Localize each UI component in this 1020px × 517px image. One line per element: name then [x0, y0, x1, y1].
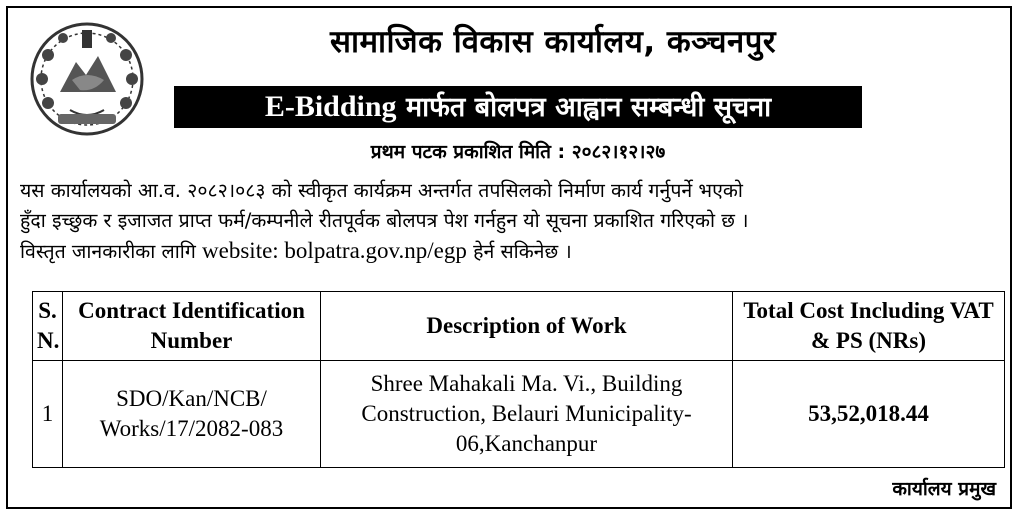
notice-document	[6, 6, 1012, 509]
table-header-row	[33, 292, 1005, 361]
body-line-1: यस कार्यालयको आ.व. २०८२।०८३ को स्वीकृत कार्यक्रम अन्तर्गत तपसिलको निर्माण कार्य गर्नुपर्ने भएको	[20, 179, 743, 202]
cell-sn: 1	[33, 361, 63, 468]
banner-latin-text: E-Bidding	[264, 90, 397, 123]
website-link[interactable]: website: bolpatra.gov.np/egp	[202, 238, 467, 263]
body-line-3-prefix: विस्तृत जानकारीका लागि	[20, 240, 203, 263]
cell-cost: 53,52,018.44	[733, 361, 1005, 468]
table-row	[33, 361, 1005, 468]
notice-banner	[174, 86, 862, 128]
header-contract-id: Contract Identification Number	[63, 292, 321, 361]
office-title: सामाजिक विकास कार्यालय, कञ्चनपुर	[329, 24, 777, 60]
cell-description: Shree Mahakali Ma. Vi., Building Construction, Belauri Municipality-06,Kanchanpur	[321, 361, 733, 468]
header-sn: S. N.	[33, 292, 63, 361]
header-cost: Total Cost Including VAT & PS (NRs)	[733, 292, 1005, 361]
works-table	[32, 291, 1005, 468]
publication-date: प्रथम पटक प्रकाशित मिति : २०८२।१२।२७	[370, 141, 666, 163]
notice-body	[20, 176, 1010, 267]
cell-contract-id: SDO/Kan/NCB/ Works/17/2082-083	[63, 361, 321, 468]
body-line-3	[20, 236, 1010, 267]
nepal-government-emblem-icon	[28, 20, 146, 138]
body-line-3-suffix: हेर्न सकिनेछ ।	[466, 240, 572, 263]
body-line-2: हुँदा इच्छुक र इजाजत प्राप्त फर्म/कम्पनीले रीतपूर्वक बोलपत्र पेश गर्नहुन यो सूचना प्रकाशित गरिएको छ ।	[20, 209, 749, 232]
signature-office-chief: कार्यालय प्रमुख	[892, 478, 996, 500]
header-description: Description of Work	[321, 292, 733, 361]
banner-devanagari-text: मार्फत बोलपत्र आह्वान सम्बन्धी सूचना	[396, 92, 772, 123]
